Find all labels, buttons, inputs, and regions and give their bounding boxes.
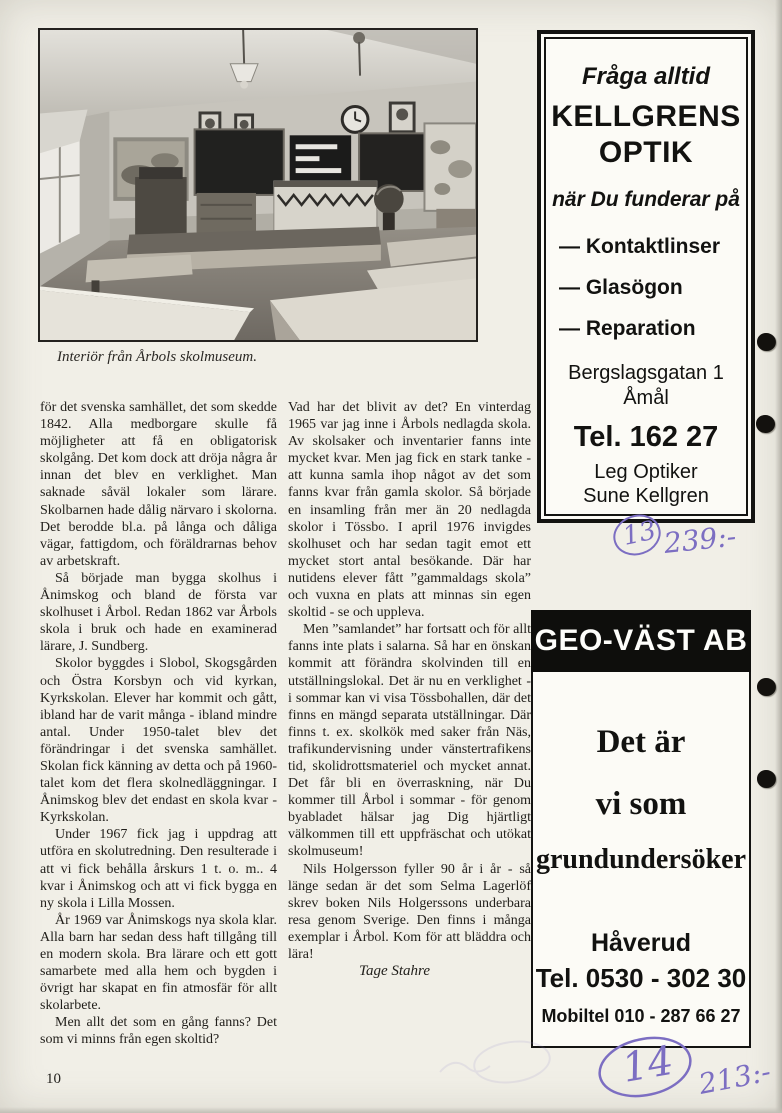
geovast-logo: GEO-VÄST AB: [531, 610, 751, 672]
service-item: — Glasögon: [559, 276, 683, 299]
paragraph: Så började man bygga skolhus i Ånimskog och bland de första var skolhuset i Årbol. Redan 1862 var Årbols skola i bruk och hade en examinerad lärare, J. Sundberg.: [40, 570, 277, 655]
price-text: 239:-: [662, 519, 738, 560]
blackboard-left: [195, 129, 284, 195]
ad-person: [546, 460, 746, 508]
service-list: [559, 226, 746, 349]
kellgrens-name-line2: OPTIK: [598, 136, 694, 169]
slogan-line-3: grundundersöker: [535, 844, 747, 875]
wall-map: [424, 123, 476, 210]
photo-figure: [38, 28, 478, 342]
article-left-column: [40, 399, 277, 1049]
kellgrens-optik-ad: [537, 30, 755, 523]
photo-caption: Interiör från Årbols skolmuseum.: [57, 349, 257, 365]
binder-dot: [757, 678, 776, 696]
ad-tagline-top: Fråga alltid: [581, 63, 711, 90]
ad-tagline-bottom: när Du funderar på: [552, 188, 740, 211]
person-name: Sune Kellgren: [583, 485, 709, 507]
ad-address: [546, 361, 746, 411]
slogan-line-2: vi som: [595, 786, 687, 822]
classroom-photo: [40, 30, 476, 340]
bleedthrough-mark: [420, 1032, 570, 1094]
page-number: 10: [46, 1071, 61, 1087]
author-signature: Tage Stahre: [359, 963, 430, 980]
geovast-mobile: Mobiltel 010 - 287 66 27: [541, 1006, 741, 1026]
price-text: 213:-: [696, 1054, 774, 1101]
kellgrens-phone: Tel. 162 27: [573, 421, 719, 453]
paragraph: Skolor byggdes i Slobol, Skogsgården och Östra Korsbyn och vid kyrkan, Kyrkskolan. Elever har kommit och gått, ibland har de varit många - ibland mindre antal. Under 1950-talet blev det förändringar i det svenska samhället. Skolan fick känning av detta och på 1960-talet kom det flera skolnedläggningar. I Ånimskog blev det endast en skola kvar - Kyrkskolan.: [40, 656, 277, 826]
geovast-city: Håverud: [590, 929, 692, 957]
scan-edge-right: [775, 0, 782, 1113]
wall-clock: [342, 107, 368, 133]
binder-dot: [756, 415, 775, 433]
person-title: Leg Optiker: [594, 461, 698, 483]
address-line: Bergslagsgatan 1: [568, 362, 724, 384]
scan-edge-bottom: [0, 1107, 782, 1113]
paragraph: Nils Holgersson fyller 90 år i år - så länge sedan är det som Selma Lagerlöf skrev boken Nils Holgerssons underbara resa genom Sverige. Den finns i många exemplar i Årbol. Kom för att bläddra och lära!: [288, 861, 531, 962]
lot-number: 14: [618, 1037, 677, 1092]
paragraph: Men ”samlandet” har fortsatt och för allt fanns inte plats i salarna. Så har en önskan kommit att förändra skolvinden till en utställningslokal. Det är nu en verklighet - i sommar kan vi visa Tössbohallen, där det finns en mängd separata utställningar. Där finns t. ex. skolkök med saker från Näs, trafikundervisning under vänstertrafikens tid, skolidrottsmateriel och mycket annat. Det får bli en överraskning, när Du kommer till Årbol i sommar - för genom byabladet hälsar jag Dig hjärtligt välkommen till ett uppfräschat och utökat skolmuseum!: [288, 622, 531, 860]
paragraph: Vad har det blivit av det? En vinterdag 1965 var jag inne i Årbols nedlagda skola. Av skolsaker och inventarier fanns inte mycket kvar. Men jag fick en stark tanke - att kunna samla ihop något av det som fanns kvar från gamla skolor. Så började en insamling från mer än 20 nedlagda skolor i Tössbo. I april 1976 invigdes skolhuset och har sedan tagit emot ett mycket stort antal besökande. Där har nutidens elever fått ”gammaldags skola” och vuxna en plats att minnas sin egen skoltid - se och uppleva.: [288, 400, 531, 621]
geovast-phone: Tel. 0530 - 302 30: [535, 963, 747, 993]
paragraph: för det svenska samhället, det som skedde 1842. Alla medborgare skulle få möjligheter att få en obligatorisk skolgång. Det kom dock att dröja några år innan det blev en verklighet. Man saknade såväl lokaler som lärare. Skolbarnen hade dålig närvaro i skolorna. Det berodde bl.a. på långa och dåliga vägar, fattigdom, och föräldrarnas behov av arbetskraft.: [40, 400, 277, 569]
handwritten-annotation-13: [585, 503, 765, 575]
address-line: Åmål: [623, 387, 669, 409]
article-right-column: [288, 399, 531, 980]
geovast-ad: [531, 672, 751, 1048]
paragraph: År 1969 var Ånimskogs nya skola klar. Alla barn har sedan dess haft tillgång till en modern skola. Bra lärare och ett gott samarbete med alla hem och bygden i övrigt har skapat en fin atmosfär för allt skolarbete.: [40, 912, 277, 1014]
service-item: — Kontaktlinser: [559, 235, 721, 258]
slogan-line-1: Det är: [596, 724, 686, 760]
lot-number: 13: [620, 515, 659, 552]
binder-dot: [757, 770, 776, 788]
welcome-sign: [290, 135, 351, 187]
binder-dot: [757, 333, 776, 351]
paragraph: Men allt det som en gång fanns? Det som vi minns från egen skoltid?: [40, 1015, 277, 1048]
kellgrens-name-line1: KELLGRENS: [551, 100, 741, 133]
service-item: — Reparation: [559, 317, 696, 340]
paragraph: Under 1967 fick jag i uppdrag att utföra en skolutredning. Den resulterade i att vi fick behålla årskurs 1 t. o. m.. 4 kvar i Ånimskog och att vi fick bygga en ny skola i Lilla Mossen.: [40, 827, 277, 911]
handwritten-annotation-14: [575, 1022, 782, 1113]
